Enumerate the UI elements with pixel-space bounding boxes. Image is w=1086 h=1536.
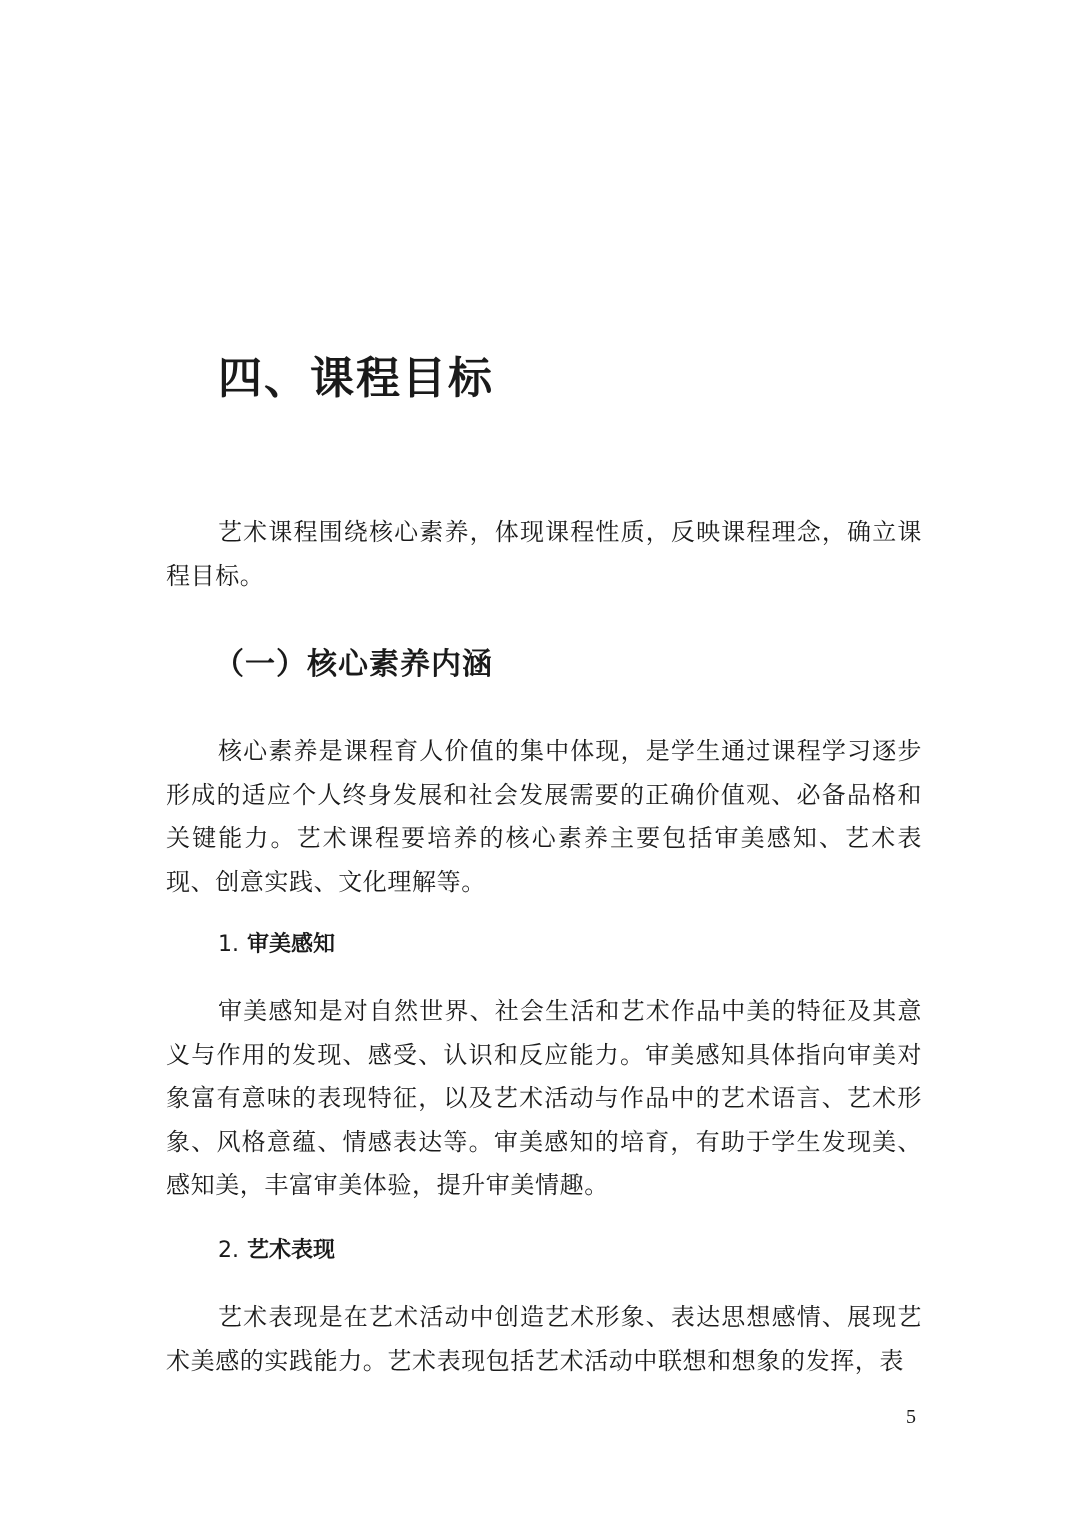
core-literacy-paragraph: 核心素养是课程育人价值的集中体现，是学生通过课程学习逐步形成的适应个人终身发展和社会发展需要的正确价值观、必备品格和关键能力。艺术课程要培养的核心素养主要包括审美感知、艺术表现、创意实践、文化理解等。 — [166, 737, 922, 896]
subsection-title-artistic-expression — [218, 1236, 335, 1266]
subsection-label: 审美感知 — [247, 932, 336, 957]
intro-paragraph: 艺术课程围绕核心素养，体现课程性质，反映课程理念，确立课程目标。 — [166, 518, 922, 590]
subsection-title-aesthetic-perception — [218, 930, 335, 960]
subsection-number: 2. — [218, 1238, 239, 1263]
subsection-label: 艺术表现 — [247, 1238, 336, 1263]
aesthetic-perception-paragraph: 审美感知是对自然世界、社会生活和艺术作品中美的特征及其意义与作用的发现、感受、认识和反应能力。审美感知具体指向审美对象富有意味的表现特征，以及艺术活动与作品中的艺术语言、艺术形象、风格意蕴、情感表达等。审美感知的培育，有助于学生发现美、感知美，丰富审美体验，提升审美情趣。 — [166, 997, 922, 1199]
section-title-core-literacy: （一）核心素养内涵 — [214, 647, 493, 682]
page-number: 5 — [906, 1406, 916, 1428]
artistic-expression-paragraph: 艺术表现是在艺术活动中创造艺术形象、表达思想感情、展现艺术美感的实践能力。艺术表现包括艺术活动中联想和想象的发挥，表 — [166, 1303, 922, 1375]
subsection-number: 1. — [218, 932, 239, 957]
chapter-title: 四、课程目标 — [218, 353, 494, 404]
